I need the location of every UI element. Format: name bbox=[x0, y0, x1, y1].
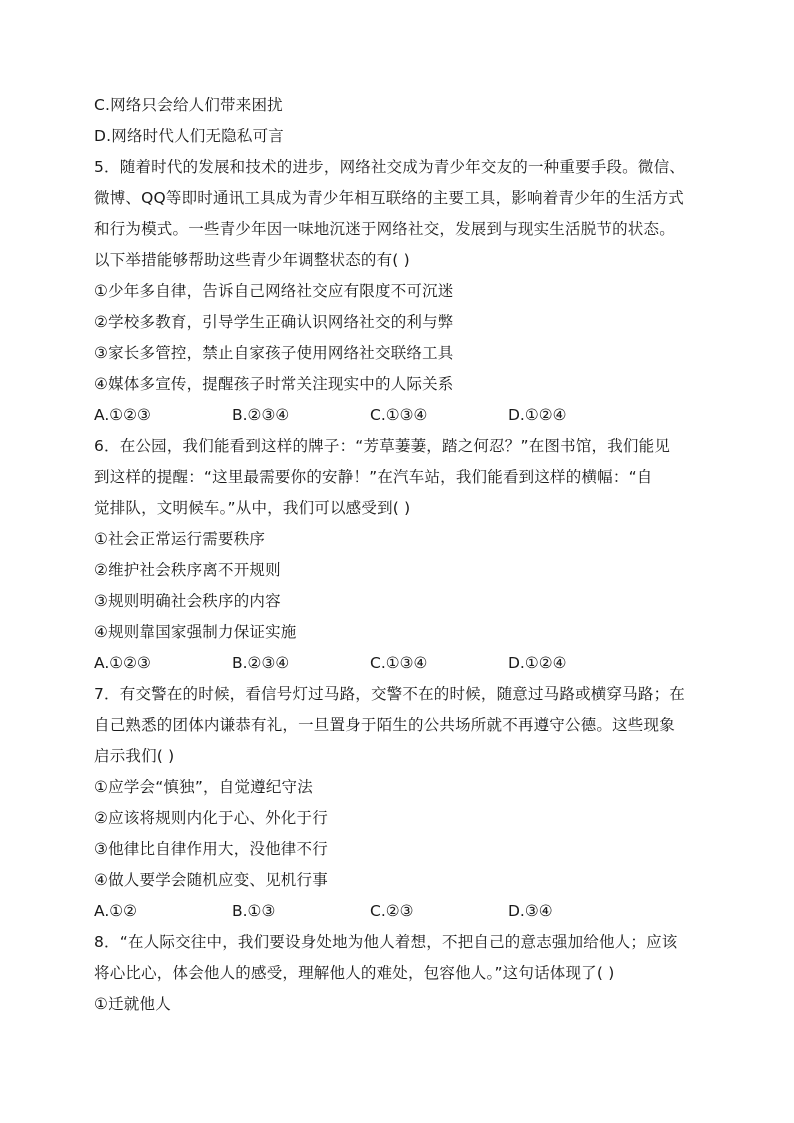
q5-stem-line: 5．随着时代的发展和技术的进步，网络社交成为青少年交友的一种重要手段。微信、 bbox=[94, 158, 685, 176]
q7-statement: ②应该将规则内化于心、外化于行 bbox=[94, 809, 328, 827]
q7-stem-line: 7．有交警在的时候，看信号灯过马路，交警不在的时候，随意过马路或横穿马路；在 bbox=[94, 685, 685, 703]
question-6 bbox=[94, 431, 704, 679]
q6-statement: ②维护社会秩序离不开规则 bbox=[94, 561, 281, 579]
q6-option-a: A.①②③ bbox=[94, 654, 151, 672]
q5-stem-line: 和行为模式。一些青少年因一味地沉迷于网络社交，发展到与现实生活脱节的状态。 bbox=[94, 220, 675, 238]
q7-statement: ④做人要学会随机应变、见机行事 bbox=[94, 871, 328, 889]
q6-option-c: C.①③④ bbox=[370, 654, 428, 672]
q5-option-c: C.①③④ bbox=[370, 406, 428, 424]
q6-statement: ①社会正常运行需要秩序 bbox=[94, 530, 266, 548]
q5-options bbox=[94, 400, 704, 431]
q8-stem-line: 8．“在人际交往中，我们要设身处地为他人着想，不把自己的意志强加给他人；应该 bbox=[94, 933, 678, 951]
q6-option-b: B.②③④ bbox=[232, 654, 290, 672]
q5-statement: ③家长多管控，禁止自家孩子使用网络社交联络工具 bbox=[94, 344, 454, 362]
q6-stem-line: 觉排队，文明候车。”从中，我们可以感受到( ) bbox=[94, 499, 411, 517]
q7-option-a: A.①② bbox=[94, 902, 138, 920]
q6-stem-line: 6．在公园，我们能看到这样的牌子：“芳草萋萋，踏之何忍？”在图书馆，我们能见 bbox=[94, 437, 671, 455]
prev-option-c: C.网络只会给人们带来困扰 bbox=[94, 96, 283, 114]
q7-stem-line: 启示我们( ) bbox=[94, 747, 175, 765]
q5-stem-line: 微博、QQ等即时通讯工具成为青少年相互联络的主要工具，影响着青少年的生活方式 bbox=[94, 189, 685, 207]
q6-stem-line: 到这样的提醒：“这里最需要你的安静！”在汽车站，我们能看到这样的横幅：“自 bbox=[94, 468, 653, 486]
q7-option-d: D.③④ bbox=[508, 902, 553, 920]
q5-statement: ④媒体多宣传，提醒孩子时常关注现实中的人际关系 bbox=[94, 375, 454, 393]
q7-option-c: C.②③ bbox=[370, 902, 414, 920]
question-8 bbox=[94, 927, 704, 1020]
q7-options bbox=[94, 896, 704, 927]
prev-option-d: D.网络时代人们无隐私可言 bbox=[94, 127, 284, 145]
q5-statement: ②学校多教育，引导学生正确认识网络社交的利与弊 bbox=[94, 313, 454, 331]
document-page bbox=[94, 90, 704, 1020]
q8-statement: ①迁就他人 bbox=[94, 995, 171, 1013]
question-5 bbox=[94, 152, 704, 431]
q6-options bbox=[94, 648, 704, 679]
q5-stem-line: 以下举措能够帮助这些青少年调整状态的有( ) bbox=[94, 251, 410, 269]
q8-stem-line: 将心比心，体会他人的感受，理解他人的难处，包容他人。”这句话体现了( ) bbox=[94, 964, 615, 982]
q7-option-b: B.①③ bbox=[232, 902, 276, 920]
q7-statement: ①应学会“慎独”，自觉遵纪守法 bbox=[94, 778, 313, 796]
q6-option-d: D.①②④ bbox=[508, 654, 567, 672]
q5-option-d: D.①②④ bbox=[508, 406, 567, 424]
q5-option-a: A.①②③ bbox=[94, 406, 151, 424]
q7-stem-line: 自己熟悉的团体内谦恭有礼，一旦置身于陌生的公共场所就不再遵守公德。这些现象 bbox=[94, 716, 675, 734]
q5-statement: ①少年多自律，告诉自己网络社交应有限度不可沉迷 bbox=[94, 282, 454, 300]
q6-statement: ④规则靠国家强制力保证实施 bbox=[94, 623, 297, 641]
q5-option-b: B.②③④ bbox=[232, 406, 290, 424]
question-7 bbox=[94, 679, 704, 927]
q6-statement: ③规则明确社会秩序的内容 bbox=[94, 592, 281, 610]
q7-statement: ③他律比自律作用大，没他律不行 bbox=[94, 840, 328, 858]
